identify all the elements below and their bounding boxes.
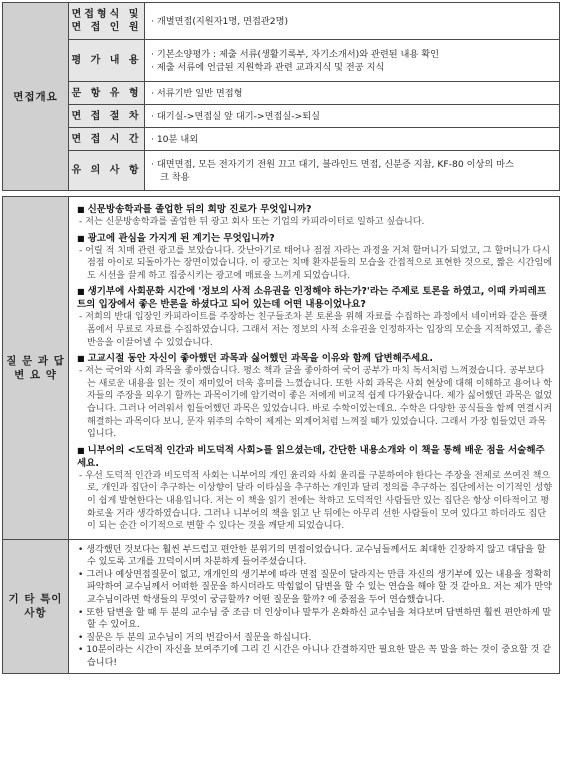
note-text: 질문은 두 분의 교수님이 거의 번갈아서 질문을 하십니다. xyxy=(86,632,312,643)
row-value: · 대기실->면접실 앞 대기->면접실->퇴실 xyxy=(145,105,560,128)
note-bullet xyxy=(77,544,553,569)
answer-text: - 어릴 적 치매 관련 광고를 보았습니다. 갓난아기로 태어나 점점 자라는 과정을 거쳐 할머니가 되었고, 그 할머니가 다시 점점 아이로 되돌아가는 장면이었습니다. 이 광고는 치매 환자분들의 모습을 간접적으로 표현한 것으로, 짧은 시간임에도 시선을 끌게 하고 집중시키는 광고에 매료을 느끼게 되었습니다. xyxy=(79,245,553,281)
note-text: 또한 답변을 할 때 두 분의 교수님 중 조금 더 인상이나 말투가 온화하신 교수님을 쳐다보며 답변하면 훨씬 편안하게 말할 수 있어요. xyxy=(86,607,552,631)
overview-row-evaluation xyxy=(3,40,560,82)
question-text: 신문방송학과를 졸업한 뒤의 희망 진로가 무엇입니까? xyxy=(87,204,312,215)
overview-row-time xyxy=(3,128,560,151)
qa-section-label: 질 문 과 답 변 요 약 xyxy=(3,197,69,540)
qa-content xyxy=(69,197,560,540)
question-text: 광고에 관심을 가지게 된 계기는 무엇입니까? xyxy=(87,232,275,244)
bullet-dot-icon: • xyxy=(78,544,87,555)
note-bullet xyxy=(77,569,553,607)
overview-section-label: 면접개요 xyxy=(3,3,69,191)
row-value: · 기본소양평가 : 제출 서류(생활기록부, 자기소개서)와 관련된 내용 확인 · 제출 서류에 언급된 지원학과 관련 교과지식 및 전공 지식 xyxy=(145,40,560,82)
note-text: 그러나 예상면접질문이 없고, 개개인의 생기부에 따라 면접 질문이 달라지는 만큼 자신의 생기부에 있는 내용을 정확히 파악하여 교수님께서 어떠한 질문을 하시더라도 막힘없이 답변을 할 수 있는 연습을 해야 할 것 같아요. 저는 제가 만약 교수님이라면 학생들의 무엇이 궁금할까? 어떤 질문을 할까? 에 중점을 두어 연습했습니다. xyxy=(86,569,552,606)
note-text: 생각했던 것보다는 훨씬 부드럽고 편안한 분위기의 면접이었습니다. 교수님들께서도 최대한 긴장하지 않고 대답을 할 수 있도록 고개를 끄덕이시며 차분하게 들어주셨습니다. xyxy=(86,544,546,568)
square-bullet-icon: ■ xyxy=(77,287,85,297)
answer-text: - 저는 신문방송학과를 졸업한 뒤 광고 회사 또는 기업의 카피라이터로 일하고 싶습니다. xyxy=(79,217,425,227)
interview-report-table xyxy=(2,2,560,674)
overview-row-type xyxy=(3,82,560,105)
answer-text: - 저희의 반대 입장인 카피라이트를 주장하는 친구들조차 본 토론을 위해 자료를 수집하는 과정에서 네이버와 같은 플랫폼에서 무료로 자료를 수집하였습니다. 그래서 저는 정보의 사적 소유권을 인정하자는 입장의 모순을 지적하였고, 좋은 반응을 이끌어낼 수 있었습니다. xyxy=(79,312,553,348)
note-bullet xyxy=(77,607,553,632)
note-bullet xyxy=(77,632,553,645)
bullet-dot-icon: • xyxy=(78,607,87,618)
overview-row-format xyxy=(3,3,560,40)
square-bullet-icon: ■ xyxy=(77,205,85,214)
row-label: 유 의 사 항 xyxy=(69,151,145,191)
row-value: · 개별면접(지원자1명, 면접관2명) xyxy=(145,3,560,40)
question-item xyxy=(77,203,553,216)
question-item xyxy=(77,352,553,365)
row-label: 문 항 유 형 xyxy=(69,82,145,105)
row-label: 면 접 시 간 xyxy=(69,128,145,151)
square-bullet-icon: ■ xyxy=(77,445,85,455)
row-label: 평 가 내 용 xyxy=(69,40,145,82)
bullet-dot-icon: • xyxy=(78,645,87,656)
etc-row xyxy=(3,539,560,673)
square-bullet-icon: ■ xyxy=(77,354,85,364)
qa-row xyxy=(3,197,560,540)
question-item xyxy=(77,232,553,245)
bullet-dot-icon: • xyxy=(78,632,87,643)
row-label: 면접형식 및면 접 인 원 xyxy=(69,3,145,40)
answer-text: - 우선 도덕적 인간과 비도덕적 사회는 니부어의 개인 윤리와 사회 윤리를 구분하여야 한다는 주장을 전제로 쓰여진 책으로, 개인과 집단이 추구하는 이상향이 달라 이타심을 추구하는 개인과 달리 정의를 추구하는 집단에서는 이기적인 성향이 쉽게 발현한다는 내용입니다. 저는 이 책을 읽기 전에는 착하고 도덕적인 사람들만 있는 집단은 항상 이타적이고 평화로울 거라 생각하였습니다. 그러나 니부어의 책을 읽고 난 뒤에는 아무리 선한 사람들이 모여 있다고 하더라도 집단이 되는 순간 이기적으로 변할 수 있다는 것을 깨닫게 되었습니다. xyxy=(79,470,553,532)
row-value: · 서류기반 일반 면접형 xyxy=(145,82,560,105)
row-value: · 대면면접, 모든 전자기기 전원 끄고 대기, 블라인드 면접, 신분증 지참, KF-80 이상의 마스 크 착용 xyxy=(145,151,560,191)
note-bullet xyxy=(77,644,553,669)
square-bullet-icon: ■ xyxy=(77,233,85,243)
row-value: · 10분 내외 xyxy=(145,128,560,151)
overview-row-procedure xyxy=(3,105,560,128)
question-text: 니부어의 <도덕적 인간과 비도덕적 사회>를 읽으셨는데, 간단한 내용소개와 이 책을 통해 배운 점을 서술해주세요. xyxy=(77,444,545,469)
note-text: 10분이라는 시간이 자신을 보여주기에 그리 긴 시간은 아니나 간결하지만 필요한 말은 꼭 말을 하는 것이 중요할 것 같습니다! xyxy=(86,645,552,669)
etc-section-label: 기 타 특이사항 xyxy=(3,539,69,673)
question-text: 고교시절 동안 자신이 좋아했던 과목과 싫어했던 과목을 이유와 함께 답변해주세요. xyxy=(87,353,433,365)
etc-content xyxy=(69,539,560,673)
answer-text: - 저는 국어와 사회 과목을 좋아했습니다. 평소 책과 글을 좋아하여 국어 공부가 마치 독서처럼 느껴졌습니다. 공부보다는 새로운 내용을 읽는 것이 재미있어 더욱 흥미를 느꼈습니다. 또한 사회 과목은 사회 현상에 대해 이해하고 용어나 학자들의 주장을 외우기 할까는 과목이기에 암기력이 좋은 저에게 비교적 쉽게 다가왔습니다. 제가 싫어했던 과목은 없었습니다. 그러나 어려워서 힘들어했던 과목은 있었습니다. 바로 수학이었는데요. 수학은 다양한 공식들을 함께 연결시켜 해결하는 과목이다 보니, 문자 위주의 수학이 제게는 외계어처럼 느껴질 때가 있었습니다. 그래서 가장 힘들었던 과목입니다. xyxy=(79,366,553,440)
question-text: 생기부에 사회문화 시간에 '정보의 사적 소유권을 인정해야 하는가?'라는 주제로 토론을 하였고, 이때 카피레프트의 입장에서 좋은 반론을 하셨다고 되어 있는데 어떤 내용이었나요? xyxy=(77,286,546,311)
question-item xyxy=(77,285,553,311)
question-item xyxy=(77,444,553,470)
bullet-dot-icon: • xyxy=(78,569,87,580)
row-label: 면 접 절 차 xyxy=(69,105,145,128)
overview-row-notes xyxy=(3,151,560,191)
